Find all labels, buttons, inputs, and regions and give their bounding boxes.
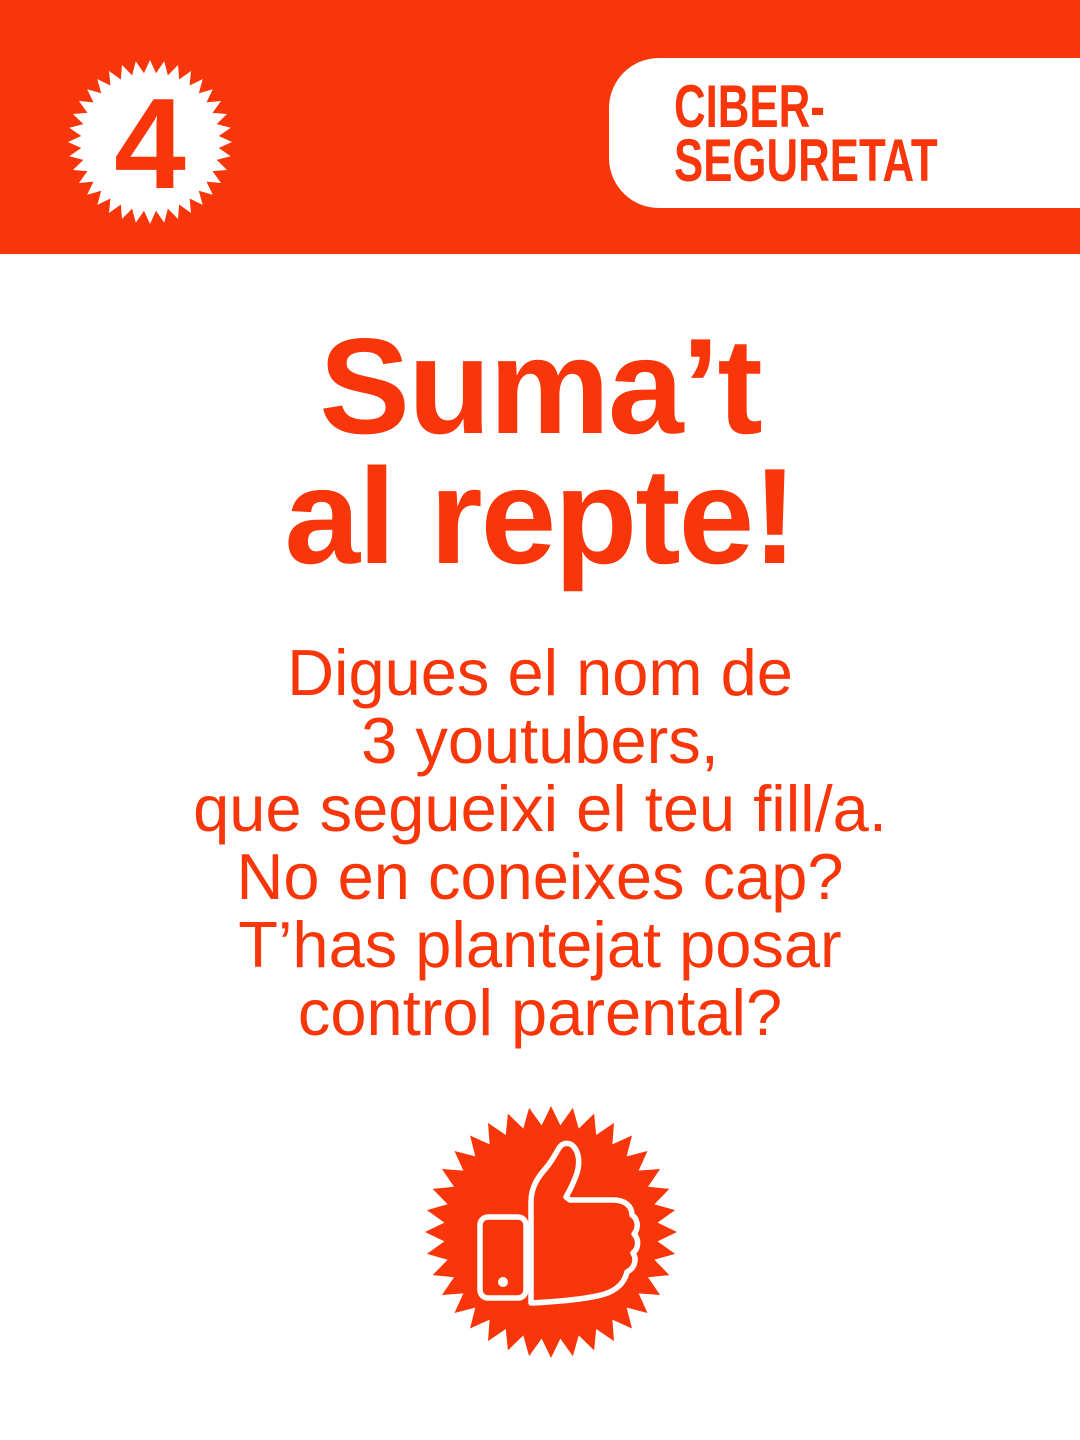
- poster-title-line2: al repte!: [284, 440, 796, 592]
- challenge-number: 4: [114, 71, 186, 216]
- like-badge: [425, 1106, 677, 1358]
- phone-thumbs-up-icon: [475, 1140, 645, 1310]
- challenge-text-line: 3 youtubers,: [361, 704, 719, 777]
- category-label-line2: SEGURETAT: [674, 127, 938, 194]
- category-pill: [609, 58, 1080, 208]
- header-band: [0, 0, 1080, 254]
- challenge-text: [0, 636, 1080, 1049]
- category-label-line1: CIBER-: [674, 73, 825, 140]
- challenge-text-line: control parental?: [297, 976, 783, 1049]
- challenge-number-badge: [68, 60, 232, 224]
- challenge-text-line: No en coneixes cap?: [236, 840, 844, 913]
- poster-title: [0, 310, 1080, 592]
- phone-button-dot: [498, 1277, 508, 1287]
- thumbs-up-icon: [531, 1143, 638, 1303]
- poster-title-line1: Suma’t: [319, 310, 761, 462]
- challenge-text-line: T’has plantejat posar: [238, 908, 842, 981]
- challenge-text-line: Digues el nom de: [287, 636, 793, 709]
- challenge-text-line: que segueixi el teu fill/a.: [193, 772, 887, 845]
